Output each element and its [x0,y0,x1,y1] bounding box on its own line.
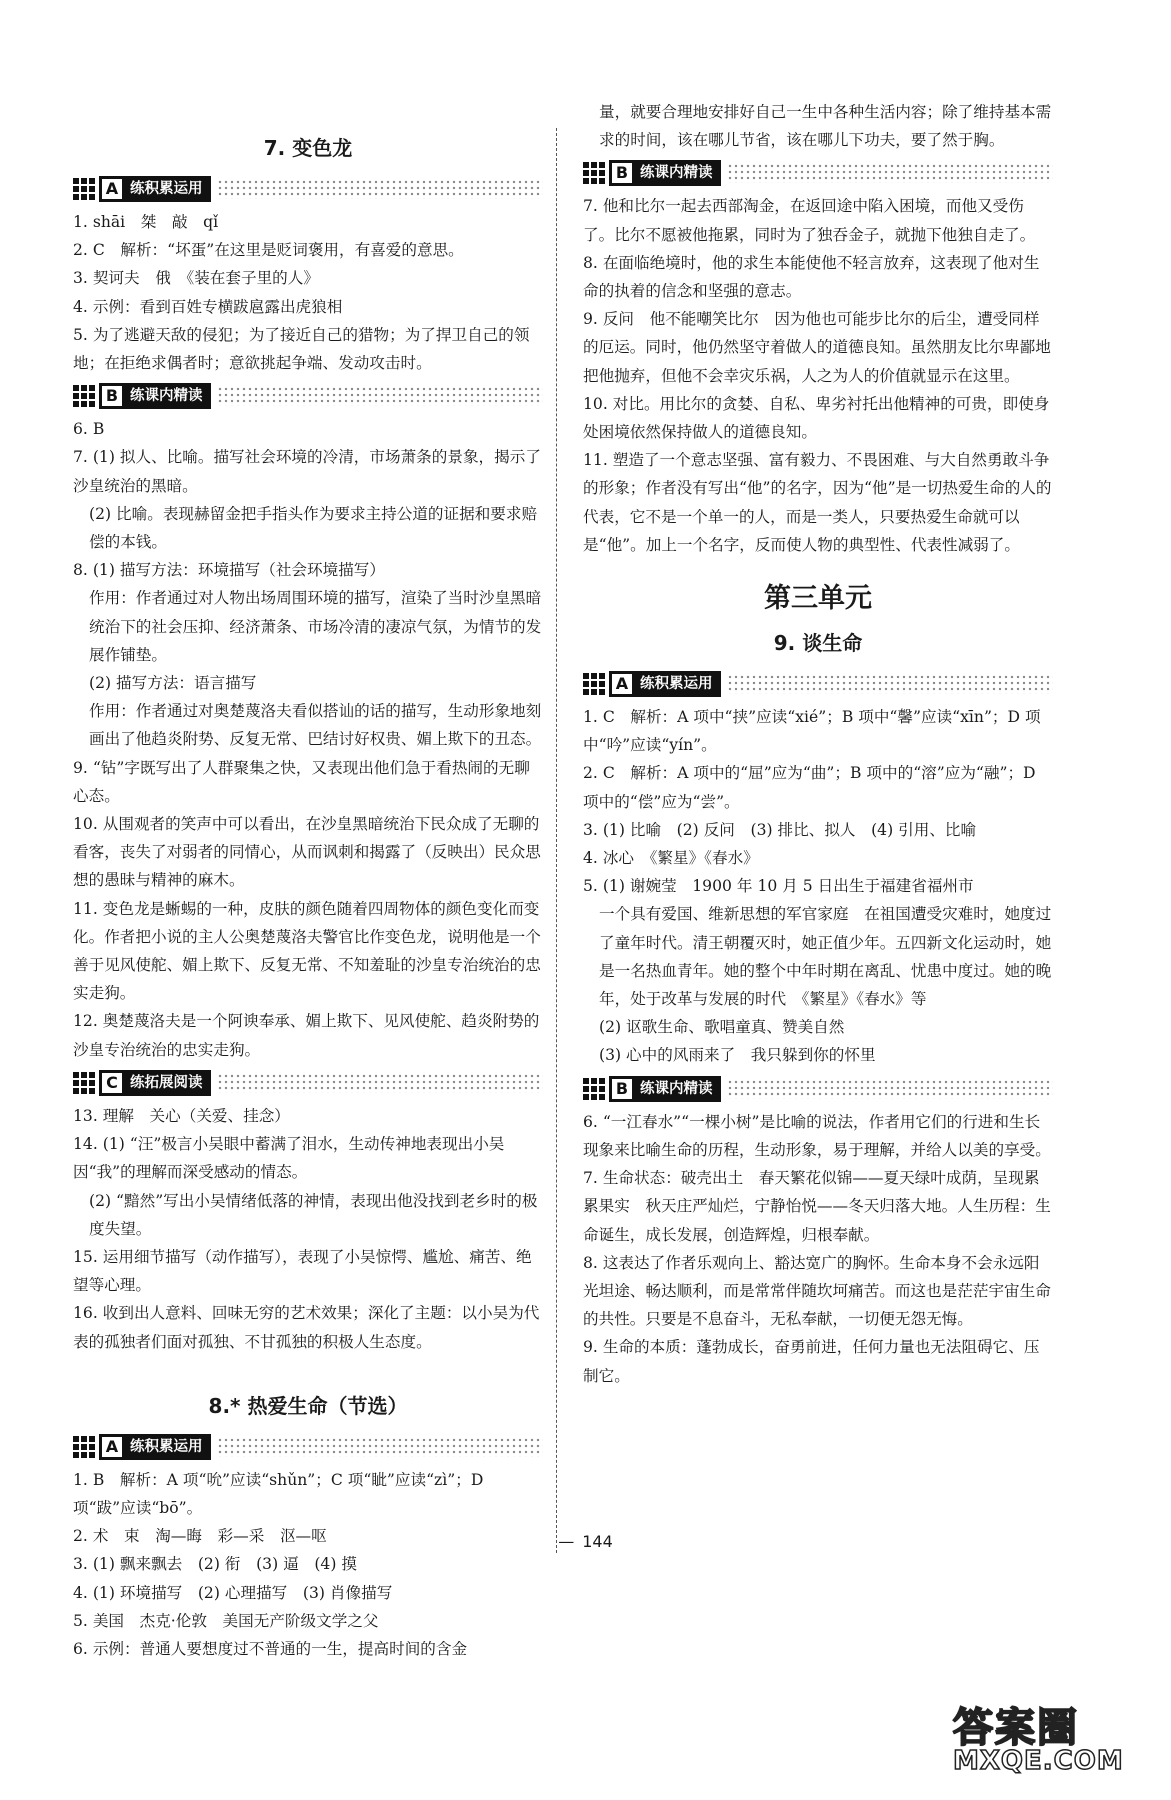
answer-item: 作用：作者通过对奥楚蔑洛夫看似搭讪的话的描写，生动形象地刻画出了他趋炎附势、反复无常、巴结讨好权贵、媚上欺下的丑态。 [89,702,542,749]
answer-item: 9. “钻”字既写出了人群聚集之快，又表现出他们急于看热闹的无聊心态。 [73,758,530,805]
section-label: 练课内精读 [130,388,203,405]
answer-item: 2. C 解析：“坏蛋”在这里是贬词褒用，有喜爱的意思。 [73,241,464,260]
dots-icon [73,1072,95,1094]
left-column [73,98,543,1663]
section-header-b [583,1076,1053,1102]
answer-item: 16. 收到出人意料、回味无穷的艺术效果；深化了主题：以小吴为代表的孤独者们面对孤独、不甘孤独的积极人生态度。 [73,1304,540,1351]
section-header-b [73,383,543,409]
page-number-value: 144 [582,1532,613,1551]
dots-icon [583,1078,605,1100]
answer-item: 5. 美国 杰克·伦敦 美国无产阶级文学之父 [73,1611,379,1630]
section-badge [609,1076,721,1102]
dotted-rule [217,179,544,199]
answer-item: 2. C 解析：A 项中的“屈”应为“曲”；B 项中的“溶”应为“融”；D 项中的“偿”应为“尝”。 [583,764,1036,811]
answer-item: 9. 生命的本质：蓬勃成长，奋勇前进，任何力量也无法阻碍它、压制它。 [583,1338,1040,1385]
answer-continuation: 量，就要合理地安排好自己一生中各种生活内容；除了维持基本需求的时间，该在哪儿节省，该在哪儿下功夫，要了然于胸。 [599,103,1052,150]
dots-icon [583,162,605,184]
answer-item: (2) 描写方法：语言描写 [89,674,257,693]
lesson-title-9: 9. 谈生命 [773,631,863,656]
answer-item: 3. 契诃夫 俄 《装在套子里的人》 [73,269,319,288]
answer-item: 6. B [73,420,105,439]
dots-icon [73,178,95,200]
answer-item: 8. 在面临绝境时，他的求生本能使他不轻言放弃，这表现了他对生命的执着的信念和坚强的意志。 [583,253,1040,301]
answer-item: 10. 从围观者的笑声中可以看出，在沙皇黑暗统治下民众成了无聊的看客，丧失了对弱者的同情心，从而讽刺和揭露了（反映出）民众思想的愚昧与精神的麻木。 [73,815,541,890]
watermark-url: MXQE.COM [953,1746,1124,1776]
dotted-rule [727,674,1054,694]
section-header-a [583,671,1053,697]
section-badge [609,160,721,186]
answer-item: 3. (1) 比喻 (2) 反问 (3) 排比、拟人 (4) 引用、比喻 [583,820,977,839]
answer-item: 1. shāi 桀 敲 qǐ [73,213,219,231]
section-letter: B [610,161,634,185]
lesson-title-7: 7. 变色龙 [263,136,353,160]
answer-item: 13. 理解 关心（关爱、挂念） [73,1106,290,1125]
section-badge [609,671,721,697]
section-label: 练拓展阅读 [130,1074,203,1091]
answer-item: 15. 运用细节描写（动作描写），表现了小吴惊愕、尴尬、痛苦、绝望等心理。 [73,1247,532,1295]
dotted-rule [217,1073,544,1093]
section-badge [99,1070,211,1096]
right-column [583,98,1053,1390]
answer-item: 3. (1) 飘来飘去 (2) 衔 (3) 逼 (4) 摸 [73,1555,357,1574]
answer-item: 6. 示例：普通人要想度过不普通的一生，提高时间的含金 [73,1639,468,1658]
section-badge [99,176,211,202]
answer-item: 7. 他和比尔一起去西部淘金，在返回途中陷入困境，而他又受伤了。比尔不愿被他拖累，同时为了独吞金子，就抛下他独自走了。 [583,197,1036,244]
section-letter: C [100,1071,124,1095]
dotted-rule [727,1079,1054,1099]
answer-item: 6. “一江春水”“一棵小树”是比喻的说法，作者用它们的行进和生长现象来比喻生命的历程，生动形象，易于理解，并给人以美的享受。 [583,1112,1051,1159]
section-header-b [583,160,1053,186]
answer-item: 8. (1) 描写方法：环境描写（社会环境描写） [73,561,385,580]
answer-item: 4. 示例：看到百姓专横跋扈露出虎狼相 [73,297,343,316]
watermark-logo [949,1690,1139,1780]
answer-item: 12. 奥楚蔑洛夫是一个阿谀奉承、媚上欺下、见风使舵、趋炎附势的沙皇专治统治的忠实走狗。 [73,1012,540,1059]
answer-item: (2) 讴歌生命、歌唱童真、赞美自然 [599,1018,845,1037]
lesson-title-8: 8.* 热爱生命（节选） [208,1393,408,1418]
answer-item: (3) 心中的风雨来了 我只躲到你的怀里 [599,1046,876,1065]
section-label: 练课内精读 [640,165,713,182]
answer-item: 一个具有爱国、维新思想的军官家庭 在祖国遭受灾难时，她度过了童年时代。清王朝覆灭时，她正值少年。五四新文化运动时，她是一名热血青年。她的整个中年时期在离乱、忧患中度过。她的晚年，处于改革与发展的时代 《繁星》《春水》等 [599,905,1052,1009]
answer-item: 5. 为了逃避天敌的侵犯；为了接近自己的猎物；为了捍卫自己的领地；在拒绝求偶者时；意欲挑起争端、发动攻击时。 [73,325,530,373]
section-label: 练积累运用 [130,1438,203,1455]
page-dash: — [558,1532,577,1551]
answer-item: 4. (1) 环境描写 (2) 心理描写 (3) 肖像描写 [73,1583,393,1602]
section-badge [99,383,211,409]
answer-item: 1. B 解析：A 项“吮”应读“shǔn”；C 项“眦”应读“zì”；D 项“跋”应读“bō”。 [73,1470,484,1517]
answer-item: (2) “黯然”写出小吴情绪低落的神情，表现出他没找到老乡时的极度失望。 [89,1191,538,1238]
section-header-a [73,1434,543,1460]
section-label: 练积累运用 [640,675,713,692]
section-letter: A [100,177,124,201]
unit-title: 第三单元 [764,583,872,615]
answer-item: 4. 冰心 《繁星》《春水》 [583,849,759,868]
answer-item: 1. C 解析：A 项中“挟”应读“xié”；B 项中“馨”应读“xīn”；D 项中“吟”应读“yín”。 [583,708,1041,755]
answer-item: 9. 反问 他不能嘲笑比尔 因为他也可能步比尔的后尘，遭受同样的厄运。同时，他仍然坚守着做人的道德良知。虽然朋友比尔卑鄙地把他抛弃，但他不会幸灾乐祸，人之为人的价值就显示在这里。 [583,310,1051,385]
dots-icon [583,673,605,695]
answer-item: 11. 变色龙是蜥蜴的一种，皮肤的颜色随着四周物体的颜色变化而变化。作者把小说的主人公奥楚蔑洛夫警官比作变色龙，说明他是一个善于见风使舵、媚上欺下、反复无常、不知羞耻的沙皇专治统治的忠实走狗。 [73,899,541,1003]
section-header-a [73,176,543,202]
page-number [0,1532,1171,1551]
answer-item: 11. 塑造了一个意志坚强、富有毅力、不畏困难、与大自然勇敢斗争的形象；作者没有写出“他”的名字，因为“他”是一切热爱生命的人的代表，它不是一个单一的人，而是一类人，只要热爱生命就可以是“他”。加上一个名字，反而使人物的典型性、代表性减弱了。 [583,451,1052,554]
answer-item: 8. 这表达了作者乐观向上、豁达宽广的胸怀。生命本身不会永远阳光坦途、畅达顺利，而是常常伴随坎坷痛苦。而这也是茫茫宇宙生命的共性。只要是不息奋斗，无私奉献，一切便无怨无悔。 [583,1253,1051,1329]
section-badge [99,1434,211,1460]
section-letter: A [100,1435,124,1459]
watermark-brand: 答案圈 [953,1705,1079,1751]
answer-item: 作用：作者通过对人物出场周围环境的描写，渲染了当时沙皇黑暗统治下的社会压抑、经济萧条、市场冷清的凄凉气氛，为情节的发展作铺垫。 [89,589,542,664]
answer-item: 14. (1) “汪”极言小吴眼中蓄满了泪水，生动传神地表现出小吴因“我”的理解而深受感动的情态。 [73,1135,505,1182]
dotted-rule [217,1437,544,1457]
dotted-rule [727,163,1054,183]
section-letter: B [610,1077,634,1101]
answer-item: 10. 对比。用比尔的贪婪、自私、卑劣衬托出他精神的可贵，即使身处困境依然保持做人的道德良知。 [583,394,1050,442]
section-letter: A [610,672,634,696]
section-label: 练积累运用 [130,180,203,197]
section-label: 练课内精读 [640,1080,713,1097]
column-divider [556,128,557,1553]
dotted-rule [217,386,544,406]
answer-item: 2. 术 束 淘—晦 彩—采 沤—呕 [73,1527,327,1546]
dots-icon [73,1436,95,1458]
section-header-c [73,1070,543,1096]
answer-item: 5. (1) 谢婉莹 1900 年 10 月 5 日出生于福建省福州市 [583,877,974,896]
answer-item: 7. (1) 拟人、比喻。描写社会环境的冷清，市场萧条的景象，揭示了沙皇统治的黑暗。 [73,448,541,495]
dots-icon [73,385,95,407]
answer-item: (2) 比喻。表现赫留金把手指头作为要求主持公道的证据和要求赔偿的本钱。 [89,504,538,552]
answer-item: 7. 生命状态：破壳出土 春天繁花似锦——夏天绿叶成荫，呈现累累果实 秋天庄严灿烂，宁静怡悦——冬天归落大地。人生历程：生命诞生，成长发展，创造辉煌，归根奉献。 [583,1169,1051,1244]
section-letter: B [100,384,124,408]
